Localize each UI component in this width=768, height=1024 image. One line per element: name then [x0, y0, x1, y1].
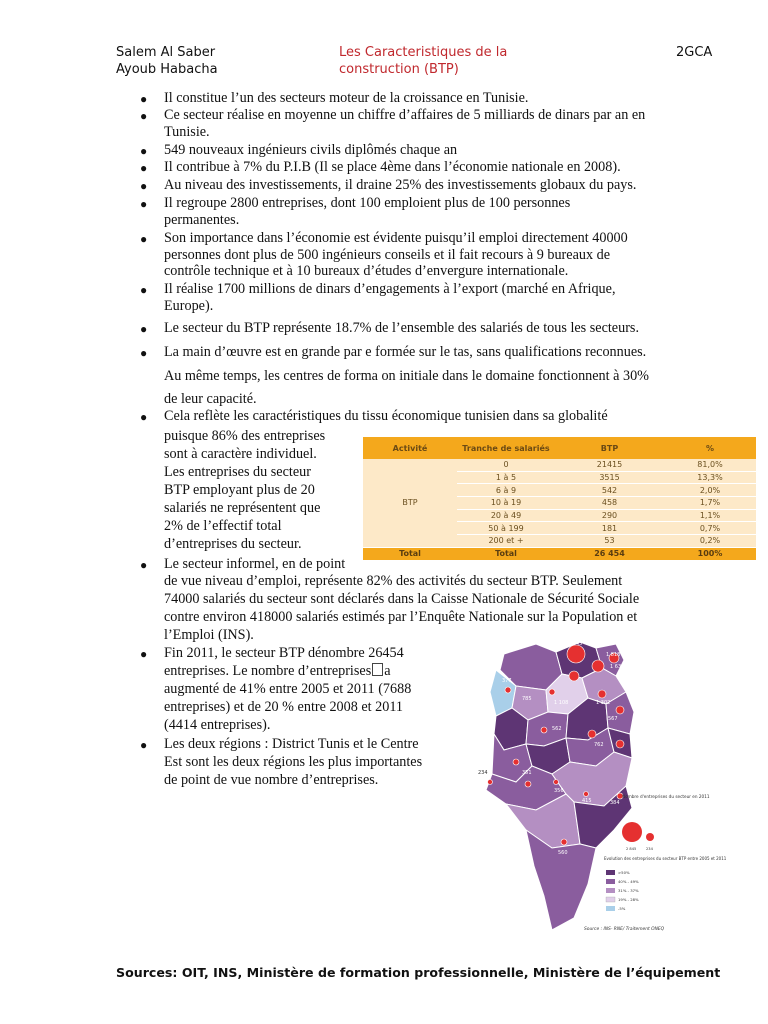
bullet-14: ● Les deux régions : District Tunis et le Centre — [140, 736, 419, 752]
bullet-dot-icon: ● — [140, 232, 148, 246]
map-label: 1 302 — [596, 700, 611, 706]
bullet-12-cont-4: l’Emploi (INS). — [164, 627, 254, 643]
bullet-13-cont-4: (4414 entreprises). — [164, 717, 271, 733]
author-2: Ayoub Habacha — [116, 62, 218, 77]
table-total-row: Total Total 26 454 100% — [363, 547, 756, 560]
map-label: 560 — [558, 850, 568, 856]
map-label: 351 — [522, 770, 532, 776]
map-label: 2 845 — [568, 641, 583, 647]
map-marker — [561, 839, 567, 845]
bullet-dot-icon: ● — [140, 322, 148, 336]
sources-line: Sources: OIT, INS, Ministère de formation professionnelle, Ministère de l’équipement — [116, 965, 721, 980]
bullet-11-cont-3: Les entreprises du secteur — [164, 464, 311, 480]
legend-swatch — [606, 906, 615, 911]
bullet-3: ● 549 nouveaux ingénieurs civils diplômés chaque an — [140, 142, 458, 158]
bullet-8-cont: Europe). — [164, 298, 214, 314]
map-label: 785 — [522, 696, 532, 702]
bullet-7: ● Son importance dans l’économie est évidente puisqu’il emploi directement 40000 — [140, 230, 628, 246]
bullet-7-cont-1: personnes dont plus de 500 ingénieurs conseils et il fait recours à 9 bureaux de — [164, 247, 610, 263]
title-line-2: construction (BTP) — [339, 62, 459, 77]
legend-swatch — [606, 897, 615, 902]
legend-size-value-large: 2 845 — [626, 847, 637, 851]
bullet-10: ● La main d’œuvre est en grande par e formée sur le tas, sans qualifications reconnues. — [140, 344, 647, 360]
map-label: 562 — [552, 726, 562, 732]
map-label: 1 818 — [606, 652, 621, 658]
bullet-6: ● Il regroupe 2800 entreprises, dont 100 emploient plus de 100 personnes — [140, 195, 571, 211]
author-names — [116, 44, 218, 78]
bullet-11-cont-6: 2% de l’effectif total — [164, 518, 282, 534]
bullet-12-cont-3: contre environ 418000 salariés estimés par l’Enquête Nationale sur la Population et — [164, 609, 638, 625]
legend-swatch — [606, 888, 615, 893]
bullet-4: ● Il contribue à 7% du P.I.B (Il se place 4ème dans l’économie nationale en 2008). — [140, 159, 621, 175]
table-row: 10 à 19 458 1,7% — [363, 497, 756, 510]
bullet-dot-icon: ● — [140, 346, 148, 360]
bullet-12: ● Le secteur informel, en de point — [140, 556, 346, 572]
col-header-btp: BTP — [555, 437, 664, 459]
bullet-10-cont-2: de leur capacité. — [164, 391, 257, 407]
bullet-12-cont-1: de vue niveau d’emploi, représente 82% des activités du secteur BTP. Seulement — [164, 573, 623, 589]
legend-color-item: -5% — [618, 906, 626, 911]
legend-swatch — [606, 879, 615, 884]
bullet-dot-icon: ● — [140, 197, 148, 211]
map-marker — [567, 645, 585, 663]
col-header-range: Tranche de salariés — [457, 437, 555, 459]
btp-enterprise-size-table — [363, 437, 756, 561]
bullet-13-cont-3: entreprises) et de 20 % entre 2008 et 2011 — [164, 699, 404, 715]
map-marker — [488, 780, 493, 785]
bullet-2: ● Ce secteur réalise en moyenne un chiffre d’affaires de 5 milliards de dinars par an en — [140, 107, 646, 123]
map-label: 567 — [608, 716, 618, 722]
bullet-10-cont-1: Au même temps, les centres de forma on initiale dans le domaine fonctionnent à 30% — [164, 368, 649, 384]
bullet-6-cont: permanentes. — [164, 212, 240, 228]
bullet-11-cont-1: puisque 86% des entreprises — [164, 428, 326, 444]
bullet-13: ● Fin 2011, le secteur BTP dénombre 26454 — [140, 645, 404, 661]
document-title — [339, 44, 507, 78]
legend-color-item: 40% - 49% — [618, 879, 639, 884]
bullet-11-cont-5: salariés ne représentent que — [164, 500, 321, 516]
bullet-dot-icon: ● — [140, 144, 148, 158]
map-label: 1 634 — [610, 664, 625, 670]
bullet-14-cont-2: de point de vue nombre d’entreprises. — [164, 772, 379, 788]
map-source: Source : INS- RNE/ Traitement ONEQ — [584, 927, 665, 932]
table-row: 1 à 5 3515 13,3% — [363, 471, 756, 484]
map-figure — [456, 634, 727, 936]
legend-color-item: 31% - 37% — [618, 888, 639, 893]
bullet-dot-icon: ● — [140, 109, 148, 123]
bullet-dot-icon: ● — [140, 283, 148, 297]
legend-color-item: 19% - 28% — [618, 897, 639, 902]
bullet-dot-icon: ● — [140, 558, 148, 572]
map-label: 415 — [582, 798, 592, 804]
bullet-9: ● Le secteur du BTP représente 18.7% de l’ensemble des salariés de tous les secteurs. — [140, 320, 639, 336]
map-marker — [525, 781, 531, 787]
bullet-13-cont-1: entreprises. Le nombre d’entreprises a — [164, 663, 391, 679]
bullet-dot-icon: ● — [140, 410, 148, 424]
bullet-dot-icon: ● — [140, 647, 148, 661]
bullet-2-cont: Tunisie. — [164, 124, 210, 140]
col-header-activity: Activité — [363, 437, 457, 459]
bullet-11-cont-2: sont à caractère individuel. — [164, 446, 317, 462]
bullet-8: ● Il réalise 1700 millions de dinars d’engagements à l’export (marché en Afrique, — [140, 281, 616, 297]
table-row: 6 à 9 542 2,0% — [363, 484, 756, 497]
missing-glyph-icon — [372, 663, 383, 676]
map-marker — [541, 727, 547, 733]
class-code: 2GCA — [676, 45, 713, 60]
map-label: 384 — [610, 800, 620, 806]
map-marker — [569, 671, 579, 681]
bullet-11-cont-7: d’entreprises du secteur. — [164, 536, 302, 552]
bullet-5: ● Au niveau des investissements, il draine 25% des investissements globaux du pays. — [140, 177, 637, 193]
bullet-dot-icon: ● — [140, 738, 148, 752]
map-marker — [554, 780, 559, 785]
table-row: BTP 0 21415 81,0% — [363, 459, 756, 471]
bullet-7-cont-2: contrôle technique et à 10 bureaux d’études d’envergure internationale. — [164, 263, 569, 279]
col-header-percent: % — [664, 437, 756, 459]
bullet-1: ● Il constitue l’un des secteurs moteur de la croissance en Tunisie. — [140, 90, 529, 106]
bullet-13-cont-2: augmenté de 41% entre 2005 et 2011 (7688 — [164, 681, 412, 697]
map-marker — [584, 792, 589, 797]
map-label: 234 — [478, 770, 488, 776]
bullet-11-cont-4: BTP employant plus de 20 — [164, 482, 315, 498]
legend-size-small-circle — [646, 833, 654, 841]
legend-color-title: Evolution des entreprises du secteur BTP entre 2005 et 2011 — [604, 856, 727, 861]
map-label: 356 — [554, 788, 564, 794]
legend-size-large-circle — [622, 822, 642, 842]
table-row: 50 à 199 181 0,7% — [363, 522, 756, 535]
legend-size-value-small: 234 — [646, 847, 653, 851]
map-marker — [588, 730, 596, 738]
table-row: 20 à 49 290 1,1% — [363, 509, 756, 522]
table-header-row — [363, 437, 756, 459]
legend-swatch — [606, 870, 615, 875]
map-label: 377 — [502, 678, 512, 684]
author-1: Salem Al Saber — [116, 45, 216, 60]
title-line-1: Les Caracteristiques de la — [339, 45, 508, 60]
bullet-12-cont-2: 74000 salariés du secteur sont déclarés dans la Caisse Nationale de Sécurité Sociale — [164, 591, 640, 607]
legend-size-title: Nombre d'entreprises du secteur en 2011 — [622, 794, 710, 799]
table-row: 200 et + 53 0,2% — [363, 535, 756, 548]
map-marker — [513, 759, 519, 765]
bullet-dot-icon: ● — [140, 92, 148, 106]
map-marker — [598, 690, 606, 698]
map-label: 762 — [594, 742, 604, 748]
bullet-14-cont-1: Est sont les deux régions les plus importantes — [164, 754, 423, 770]
map-label: 1 108 — [554, 700, 569, 706]
map-marker — [549, 689, 555, 695]
legend-color-item: >50% — [618, 870, 630, 875]
bullet-dot-icon: ● — [140, 179, 148, 193]
bullet-11: ● Cela reflète les caractéristiques du tissu économique tunisien dans sa globalité — [140, 408, 608, 424]
activity-cell: BTP — [363, 459, 457, 547]
map-marker — [592, 660, 604, 672]
map-marker — [616, 706, 624, 714]
bullet-dot-icon: ● — [140, 161, 148, 175]
tunisia-btp-map — [456, 634, 727, 936]
map-marker — [616, 740, 624, 748]
map-marker — [505, 687, 511, 693]
